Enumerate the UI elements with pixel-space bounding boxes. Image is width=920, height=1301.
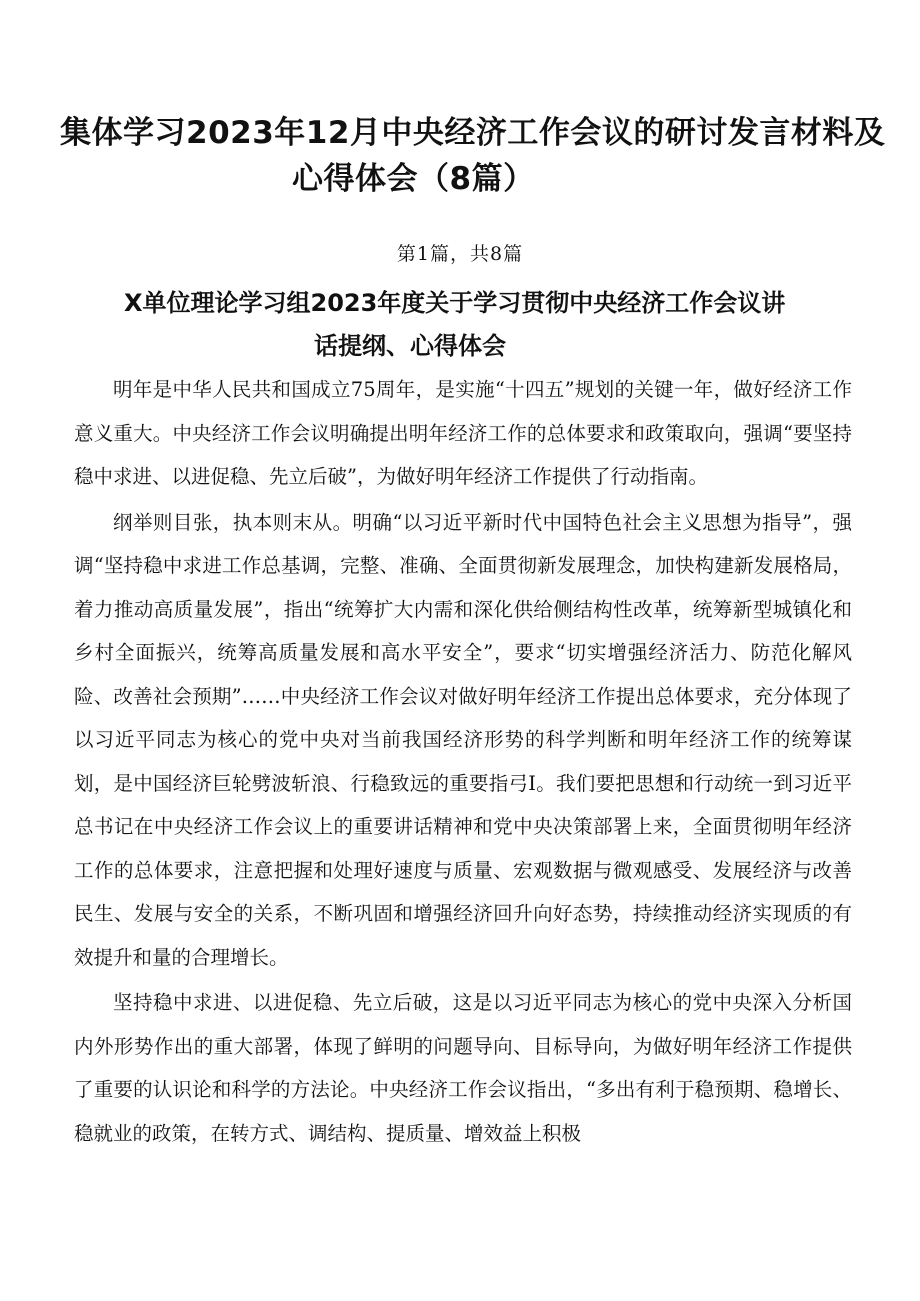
document-title-line-2: 心得体会（8篇） — [292, 161, 535, 197]
article-title-line-1: X单位理论学习组2023年度关于学习贯彻中央经济工作会议讲 — [124, 289, 786, 317]
article-title — [74, 282, 854, 368]
document-title-line-1: 集体学习2023年12月中央经济工作会议的研讨发言材料及 — [60, 115, 886, 151]
paragraph-3: 坚持稳中求进、以进促稳、先立后破，这是以习近平同志为核心的党中央深入分析国内外形势作出的重大部署，体现了鲜明的问题导向、目标导向，为做好明年经济工作提供了重要的认识论和科学的方法论。中央经济工作会议指出，“多出有利于稳预期、稳增长、稳就业的政策，在转方式、调结构、提质量、增效益上积极 — [74, 991, 852, 1145]
article-body — [74, 368, 852, 1157]
article-title-line-2: 话提纲、心得体会 — [314, 332, 506, 360]
paragraph-2: 纲举则目张，执本则末从。明确“以习近平新时代中国特色社会主义思想为指导”，强调“坚持稳中求进工作总基调，完整、准确、全面贯彻新发展理念，加快构建新发展格局，着力推动高质量发展”，指出“统筹扩大内需和深化供给侧结构性改革，统筹新型城镇化和乡村全面振兴，统筹高质量发展和高水平安全”，要求“切实增强经济活力、防范化解风险、改善社会预期”……中央经济工作会议对做好明年经济工作提出总体要求，充分体现了以习近平同志为核心的党中央对当前我国经济形势的科学判断和明年经济工作的统筹谋划，是中国经济巨轮劈波斩浪、行稳致远的重要指弓I。我们要把思想和行动统一到习近平总书记在中央经济工作会议上的重要讲话精神和党中央决策部署上来，全面贯彻明年经济工作的总体要求，注意把握和处理好速度与质量、宏观数据与微观感受、发展经济与改善民生、发展与安全的关系，不断巩固和增强经济回升向好态势，持续推动经济实现质的有效提升和量的合理增长。 — [74, 510, 852, 969]
part-label: 第1篇，共8篇 — [396, 243, 524, 265]
paragraph-1: 明年是中华人民共和国成立75周年，是实施“十四五”规划的关键一年，做好经济工作意义重大。中央经济工作会议明确提出明年经济工作的总体要求和政策取向，强调“要坚持稳中求进、以进促稳、先立后破”，为做好明年经济工作提供了行动指南。 — [74, 378, 852, 488]
document-title — [60, 110, 886, 202]
